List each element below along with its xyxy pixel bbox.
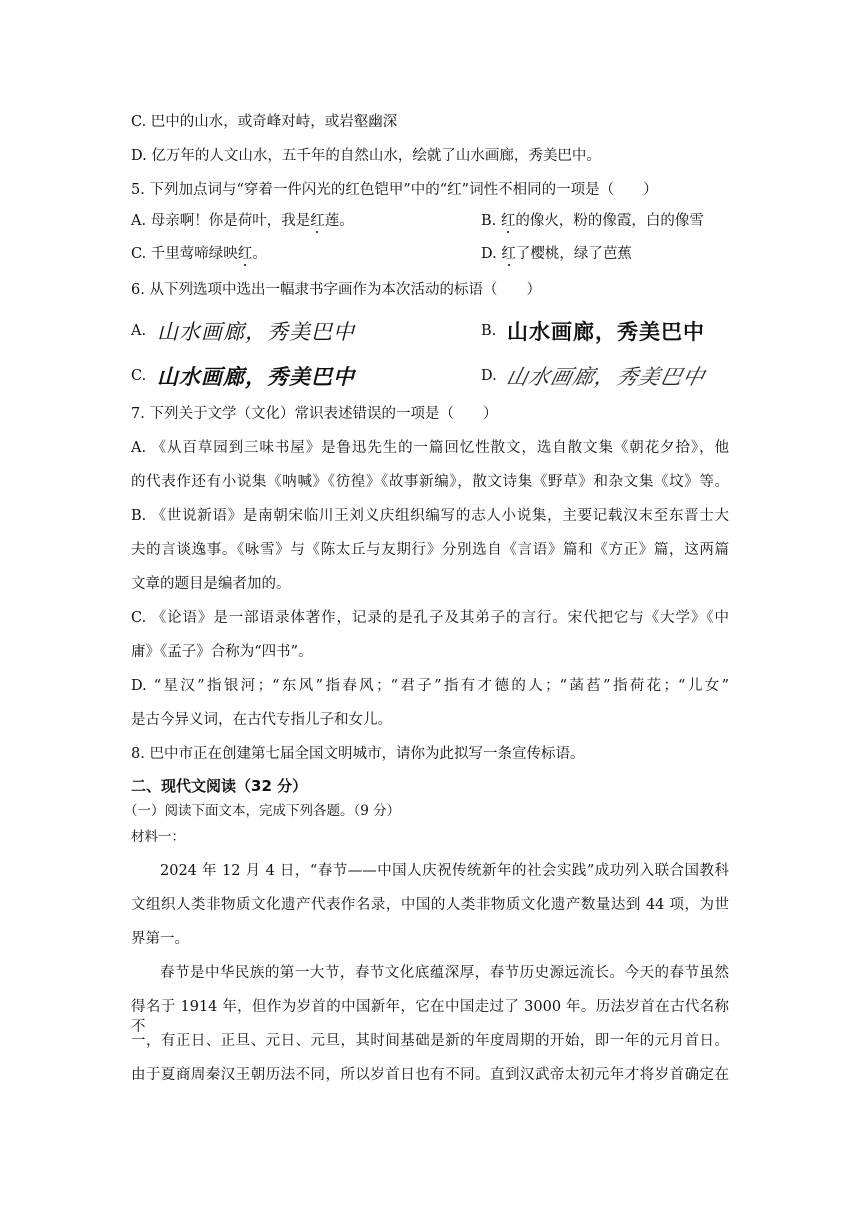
q7-option-b-line2: 夫的言谈逸事。《咏雪》与《陈太丘与友期行》分别选自《言语》篇和《方正》篇，这两篇 xyxy=(131,542,729,558)
q5-option-d-text: 了樱桃，绿了芭蕉 xyxy=(515,246,632,262)
calligraphy-image-d: 山水画廊，秀美巴中 xyxy=(504,365,708,389)
q6-option-d-label: D. xyxy=(481,368,497,384)
q5-option-b-text: 的像火，粉的像霞，白的像雪 xyxy=(515,213,704,229)
paragraph-2-line3: 一，有正日、正旦、元日、元旦，其时间基础是新的年度周期的开始，即一年的元月首日。 xyxy=(131,1033,729,1049)
question-6: 6. 从下列选项中选出一幅隶书字画作为本次活动的标语（ ） xyxy=(131,282,541,298)
q5-option-a-text: A. 母亲啊！你是荷叶，我是 xyxy=(131,213,311,229)
paragraph-2-line4: 由于夏商周秦汉王朝历法不同，所以岁首日也有不同。直到汉武帝太初元年才将岁首确定在 xyxy=(131,1067,729,1083)
q7-option-d-line2: 是古今异义词，在古代专指儿子和女儿。 xyxy=(131,712,392,728)
q5-option-c-text: C. 千里莺啼绿映 xyxy=(131,246,238,262)
emphasis-dot-word: 红 xyxy=(237,246,253,262)
question-7: 7. 下列关于文学（文化）常识表述错误的一项是（ ） xyxy=(131,406,498,422)
emphasis-dot-word: 红 xyxy=(310,213,325,229)
q7-option-a-line1: A. 《从百草园到三味书屋》是鲁迅先生的一篇回忆性散文，选自散文集《朝花夕拾》，他 xyxy=(131,440,729,456)
q7-option-b-line1: B. 《世说新语》是南朝宋临川王刘义庆组织编写的志人小说集，主要记载汉末至东晋士大 xyxy=(131,508,729,524)
q7-option-d-line1: D. “星汉”指银河；“东风”指春风；“君子”指有才德的人；“菡萏”指荷花；“儿女” xyxy=(131,678,729,694)
paragraph-2-line2: 得名于 1914 年，但作为岁首的中国新年，它在中国走过了 3000 年。历法岁首在古代名称不 xyxy=(131,999,729,1035)
question-5: 5. 下列加点词与“穿着一件闪光的红色铠甲”中的“红”词性不相同的一项是（ ） xyxy=(131,182,658,198)
q7-option-a-line2: 的代表作还有小说集《呐喊》《彷徨》《故事新编》，散文诗集《野草》和杂文集《坟》等。 xyxy=(131,474,729,490)
q6-option-a xyxy=(131,316,355,346)
question-8: 8. 巴中市正在创建第七届全国文明城市，请你为此拟写一条宣传标语。 xyxy=(131,746,585,762)
calligraphy-image-c: 山水画廊，秀美巴中 xyxy=(157,364,355,389)
q5-option-d-label: D. xyxy=(481,246,502,262)
q7-option-c-line2: 庸》《孟子》合称为“四书”。 xyxy=(131,644,313,660)
q5-option-b xyxy=(481,211,704,231)
paragraph-1-line3: 界第一。 xyxy=(131,931,189,947)
q4-option-d: D. 亿万年的人文山水，五千年的自然山水，绘就了山水画廊，秀美巴中。 xyxy=(131,148,601,164)
q5-option-a xyxy=(131,211,354,231)
paragraph-2-line1: 春节是中华民族的第一大节，春节文化底蕴深厚，春节历史源远流长。今天的春节虽然 xyxy=(160,965,729,981)
q6-option-d xyxy=(481,361,708,391)
emphasis-dot-word: 红 xyxy=(501,246,516,262)
q6-option-b-label: B. xyxy=(481,323,497,339)
calligraphy-image-a: 山水画廊，秀美巴中 xyxy=(157,320,355,344)
subsection-heading: （一）阅读下面文本，完成下列各题。（9 分） xyxy=(124,803,401,819)
q6-option-c xyxy=(131,361,355,391)
q5-option-c-tail: 。 xyxy=(252,246,267,262)
paragraph-1-line2: 文组织人类非物质文化遗产代表作名录，中国的人类非物质文化遗产数量达到 44 项，为世 xyxy=(131,897,729,913)
emphasis-dot-word: 红 xyxy=(500,213,516,229)
q6-option-c-label: C. xyxy=(131,368,147,384)
q5-option-b-label: B. xyxy=(481,213,501,229)
section-heading: 二、现代文阅读（32 分） xyxy=(131,777,308,795)
q5-option-d xyxy=(481,244,632,264)
q6-option-b xyxy=(481,316,705,346)
q6-option-a-label: A. xyxy=(131,323,147,339)
material-label: 材料一： xyxy=(131,829,185,845)
calligraphy-image-b: 山水画廊，秀美巴中 xyxy=(507,320,705,344)
q4-option-c: C. 巴中的山水，或奇峰对峙，或岩壑幽深 xyxy=(131,114,398,130)
q7-option-b-line3: 文章的题目是编者加的。 xyxy=(131,576,291,592)
q5-option-a-tail: 莲。 xyxy=(324,213,354,229)
q7-option-c-line1: C. 《论语》是一部语录体著作，记录的是孔子及其弟子的言行。宋代把它与《大学》《中 xyxy=(131,610,729,626)
q5-option-c xyxy=(131,244,267,264)
paragraph-1-line1: 2024 年 12 月 4 日，“春节——中国人庆祝传统新年的社会实践”成功列入联合国教科 xyxy=(160,863,729,879)
